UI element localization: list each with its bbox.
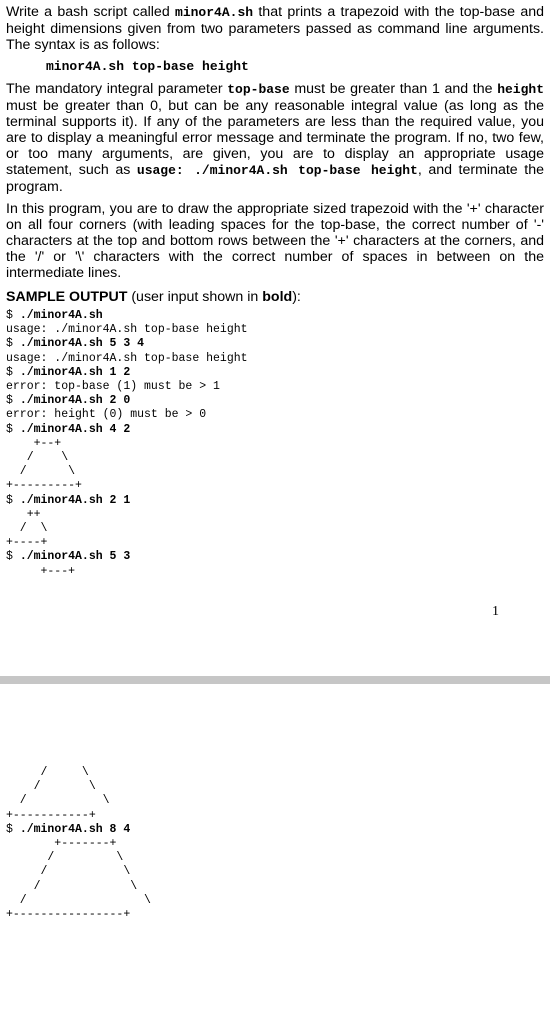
prompt-symbol: $ [6,550,20,564]
terminal-line: / \ [6,780,96,794]
command-text: ./minor4A.sh [19,309,103,322]
terminal-line: +-------+ [6,837,117,851]
terminal-line: +----+ [6,536,48,550]
command-text: ./minor4A.sh 1 2 [19,365,131,379]
page-number: 1 [492,604,499,619]
terminal-line: / \ [6,766,89,779]
terminal-line: +-----------+ [6,808,96,822]
terminal-line: / \ [6,465,76,479]
param-text-c: must be greater than 0, but can be any reasonable integral value (as long as the terminal supports it). If any of the parameters are less than the required value, you are to display a meaningful error message and terminate the program. If no, two few, or too many arguments, are given, you are to display an appropriate usage statement, such as [6,98,544,178]
script-name: minor4A.sh [175,5,254,20]
sample-label: SAMPLE OUTPUT [6,289,128,305]
terminal-line [6,550,130,563]
command-text: ./minor4A.sh 8 4 [19,822,131,836]
terminal-line [6,366,130,379]
terminal-line [6,394,130,407]
sample-note-a: (user input shown in [127,289,263,305]
sample-note-bold: bold [262,289,293,305]
prompt-symbol: $ [6,394,20,408]
param-text-b: must be greater than 1 and the [289,81,498,97]
command-text: ./minor4A.sh 2 0 [19,394,131,408]
code-top-base: top-base [227,82,290,97]
terminal-line: / \ [6,879,138,893]
terminal-line: / \ [6,522,48,536]
prompt-symbol: $ [6,337,20,351]
code-usage: usage: ./minor4A.sh top-base height [136,163,418,178]
terminal-line: / \ [6,865,131,879]
intro-text-b: that prints a trapezoid with the top-base and height dimensions given from two parameters passed as command line arguments. The syntax is as follows: [6,4,544,53]
command-text: ./minor4A.sh 5 3 [19,550,131,564]
command-text: ./minor4A.sh 5 3 4 [19,337,145,351]
terminal-line: usage: ./minor4A.sh top-base height [6,351,248,365]
terminal-line: +----------------+ [6,908,131,922]
terminal-line: / \ [6,451,69,465]
prompt-symbol: $ [6,493,20,507]
command-text: ./minor4A.sh 2 1 [19,493,131,507]
intro-text-a: Write a bash script called [6,4,176,20]
terminal-line: error: height (0) must be > 0 [6,408,207,422]
sample-note-b: ): [292,289,301,305]
terminal-line: / \ [6,851,124,865]
terminal-line: usage: ./minor4A.sh top-base height [6,323,248,337]
parameters-paragraph [6,81,544,195]
param-text-a: The mandatory integral parameter [6,81,228,97]
prompt-symbol: $ [6,365,20,379]
terminal-output-2 [6,766,544,922]
terminal-line: / \ [6,794,110,808]
prompt-symbol: $ [6,309,20,322]
param-text-d: , and terminate the program. [6,162,544,195]
terminal-output-1 [6,309,544,579]
terminal-line [6,494,130,507]
terminal-line: ++ [6,507,41,521]
command-text: ./minor4A.sh 4 2 [19,422,131,436]
terminal-line: +---------+ [6,479,82,493]
document-page-2 [0,766,550,1018]
sample-output-heading [6,289,544,305]
terminal-line [6,309,103,322]
syntax-line: minor4A.sh top-base height [46,59,249,74]
terminal-line: +---+ [6,564,76,578]
terminal-line [6,423,130,436]
terminal-line: +--+ [6,436,62,450]
code-height: height [497,82,544,97]
terminal-line: / \ [6,893,151,907]
terminal-line [6,337,144,350]
prompt-symbol: $ [6,422,20,436]
prompt-symbol: $ [6,822,20,836]
terminal-line: error: top-base (1) must be > 1 [6,380,220,394]
page-separator [0,676,550,684]
intro-paragraph [6,4,544,53]
terminal-line [6,823,130,836]
drawing-paragraph: In this program, you are to draw the appropriate sized trapezoid with the '+' character on all four corners (with leading spaces for the top-base, the correct number of '-' characters at the top and bottom rows between the '+' characters at the corners, and the '/' or '\' characters with the correct number of spaces in between on the intermediate lines. [6,201,544,281]
